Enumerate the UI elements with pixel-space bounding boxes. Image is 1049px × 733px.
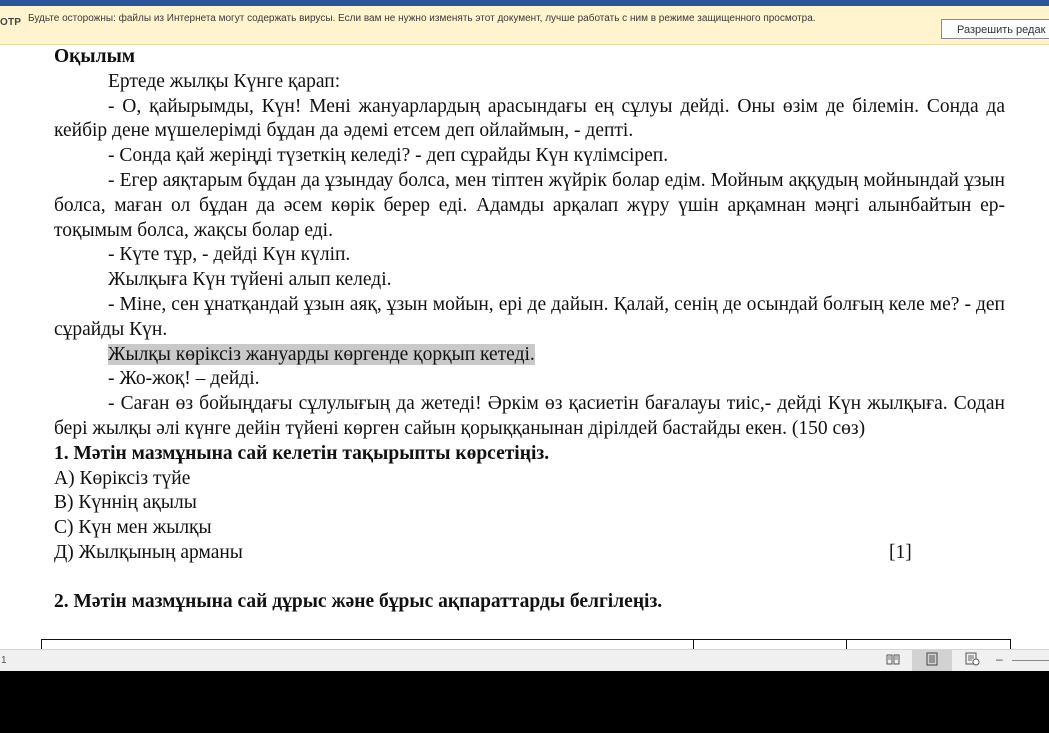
question-1: 1. Мәтін мазмұнына сай келетін тақырыпты көрсетіңіз.	[54, 442, 550, 464]
paragraph: - Міне, сен ұнатқандай ұзын аяқ, ұзын мойын, ері де дайын. Қалай, сенің де осындай болғың келе ме? - деп сұрайды Күн.	[54, 293, 1005, 340]
status-bar	[0, 649, 1049, 671]
document-page	[0, 45, 1049, 649]
answer-option: В) Күннің ақылы	[54, 492, 197, 514]
book-icon[interactable]	[885, 652, 901, 666]
question-2: 2. Мәтін мазмұнына сай дұрыс және бұрыс ақпараттарды белгілеңіз.	[54, 590, 663, 612]
paragraph: Жылқыға Күн түйені алып келеді.	[108, 269, 392, 291]
zoom-out-button[interactable]: –	[996, 652, 1003, 666]
zoom-slider[interactable]	[1012, 660, 1049, 661]
paragraph: - О, қайырымды, Күн! Мені жануарлардың арасындағы ең сұлуы дейді. Оны өзім де білемін. Сонда да кейбір дене мүшелерімді бұдан да әдемі етсем деп ойлаймын, - депті.	[54, 95, 1005, 142]
paragraph: - Жо-жоқ! – дейді.	[108, 368, 260, 390]
paragraph	[54, 343, 1005, 368]
protected-view-label: ОТР	[0, 17, 22, 28]
screen-background	[0, 671, 1049, 733]
highlighted-sentence: Жылқы көріксіз жануарды көргенде қорқып кетеді.	[108, 343, 535, 365]
score-mark: [1]	[889, 541, 912, 563]
blank-line	[54, 566, 1005, 590]
paragraph: - Саған өз бойыңдағы сұлулығың да жетеді! Әркім өз қасиетін бағалауы тиіс,- дейді Күн жылқыға. Содан бері жылқы әлі күнге дейін түйені көрген сайын қорыққанынан дірілдей бастайды екен. (150 сөз)	[54, 393, 1005, 439]
page-icon[interactable]	[924, 652, 940, 666]
paragraph: - Күте тұр, - дейді Күн күліп.	[108, 244, 351, 266]
protected-view-message: Будьте осторожны: файлы из Интернета могут содержать вирусы. Если вам не нужно изменять этот документ, лучше работать с ним в режиме защищенного просмотра.	[28, 13, 816, 24]
table-column-divider	[693, 640, 694, 649]
document-title: Оқылым	[54, 46, 136, 67]
table-column-divider	[846, 640, 847, 649]
enable-editing-button[interactable]: Разрешить редак	[941, 19, 1049, 39]
document-body	[54, 45, 1005, 615]
paragraph: Ертеде жылқы Күнге қарап:	[108, 70, 341, 92]
protected-view-bar	[0, 6, 1049, 45]
answer-option-row	[54, 541, 1005, 566]
page-number: 1	[1, 655, 7, 666]
paragraph: - Сонда қай жеріңді түзеткің келеді? - деп сұрайды Күн күлімсіреп.	[108, 145, 669, 167]
answer-option: А) Көріксіз түйе	[54, 467, 191, 489]
answer-table	[41, 639, 1011, 649]
answer-option: Д) Жылқының арманы	[54, 541, 243, 563]
web-page-icon[interactable]	[964, 652, 980, 666]
paragraph: - Егер аяқтарым бұдан да ұзындау болса, мен тіптен жүйрік болар едім. Мойным аққудың мойнындай ұзын болса, маған ол бұдан да әсем көрік берер еді. Адамды арқалап жүру үшін арқамнан мәңгі алынбайтын ер-тоқымым болса, жақсы болар еді.	[54, 169, 1005, 241]
answer-option: С) Күн мен жылқы	[54, 517, 212, 539]
